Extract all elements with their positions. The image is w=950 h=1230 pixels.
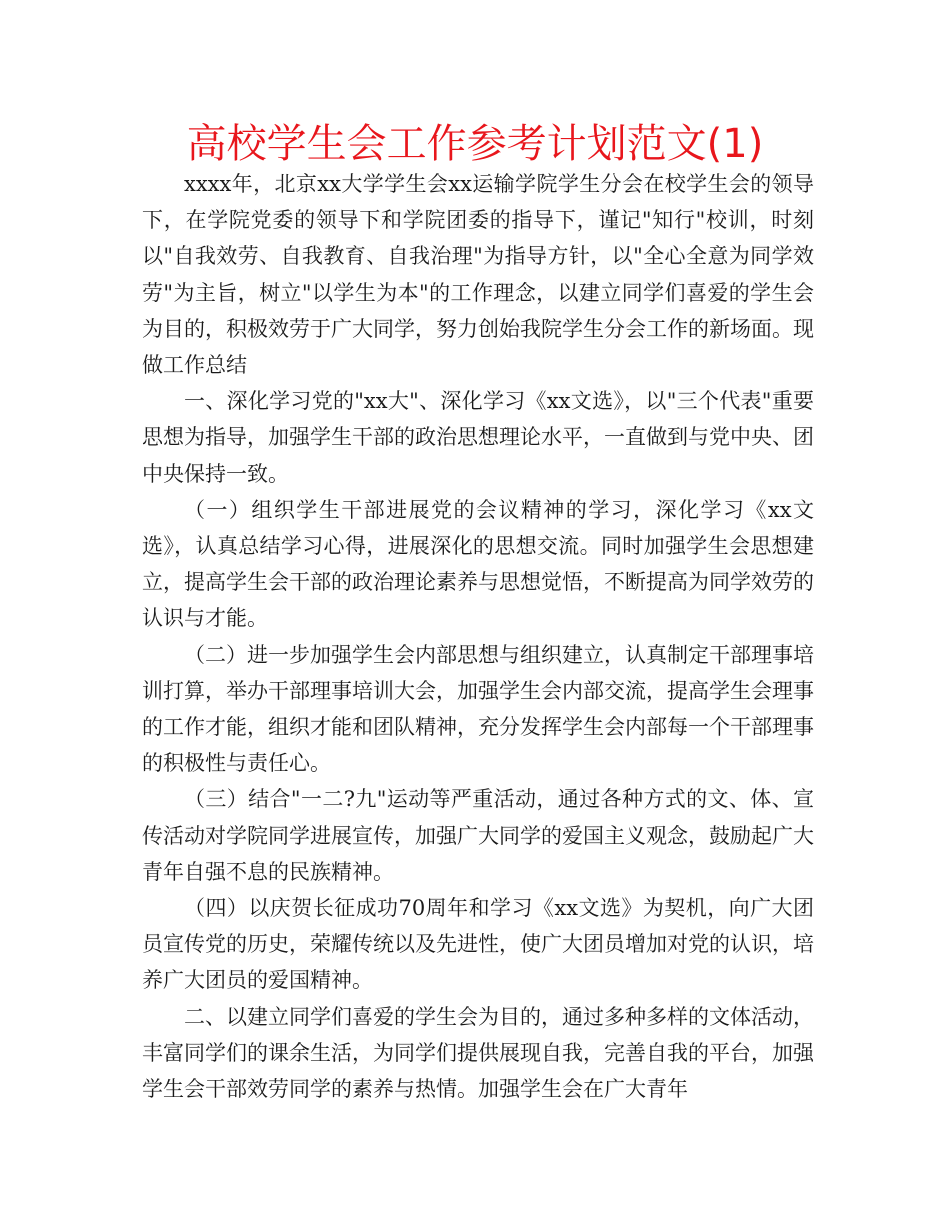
paragraph-intro: xxxx年，北京xx大学学生会xx运输学院学生分会在校学生会的领导下，在学院党委的领导下和学院团委的指导下，谨记"知行"校训，时刻以"自我效劳、自我教育、自我治理"为指导方针，以"全心全意为同学效劳"为主旨，树立"以学生为本"的工作理念，以建立同学们喜爱的学生会为目的，积极效劳于广大同学，努力创始我院学生分会工作的新场面。现做工作总结 — [142, 172, 814, 378]
paragraph-section-one: 一、深化学习党的"xx大"、深化学习《xx文选》，以"三个代表"重要思想为指导，加强学生干部的政治思想理论水平，一直做到与党中央、团中央保持一致。 — [142, 389, 814, 486]
document-title: 高校学生会工作参考计划范文(1) — [186, 121, 764, 167]
paragraph-item-one: （一）组织学生干部进展党的会议精神的学习，深化学习《xx文选》，认真总结学习心得，进展深化的思想交流。同时加强学生会思想建立，提高学生会干部的政治理论素养与思想觉悟，不断提高为同学效劳的认识与才能。 — [142, 497, 814, 631]
paragraph-item-four: （四）以庆贺长征成功70周年和学习《xx文选》为契机，向广大团员宣传党的历史，荣耀传统以及先进性，使广大团员增加对党的认识，培养广大团员的爱国精神。 — [142, 896, 814, 993]
paragraph-item-three: （三）结合"一二?九"运动等严重活动，通过各种方式的文、体、宣传活动对学院同学进展宣传，加强广大同学的爱国主义观念，鼓励起广大青年自强不息的民族精神。 — [142, 787, 814, 884]
document-body — [142, 166, 814, 1107]
paragraph-section-two: 二、以建立同学们喜爱的学生会为目的，通过多种多样的文体活动，丰富同学们的课余生活，为同学们提供展现自我，完善自我的平台，加强学生会干部效劳同学的素养与热情。加强学生会在广大青年 — [142, 1004, 814, 1102]
paragraph-item-two: （二）进一步加强学生会内部思想与组织建立，认真制定干部理事培训打算，举办干部理事培训大会，加强学生会内部交流，提高学生会理事的工作才能，组织才能和团队精神，充分发挥学生会内部每一个干部理事的积极性与责任心。 — [142, 642, 814, 776]
